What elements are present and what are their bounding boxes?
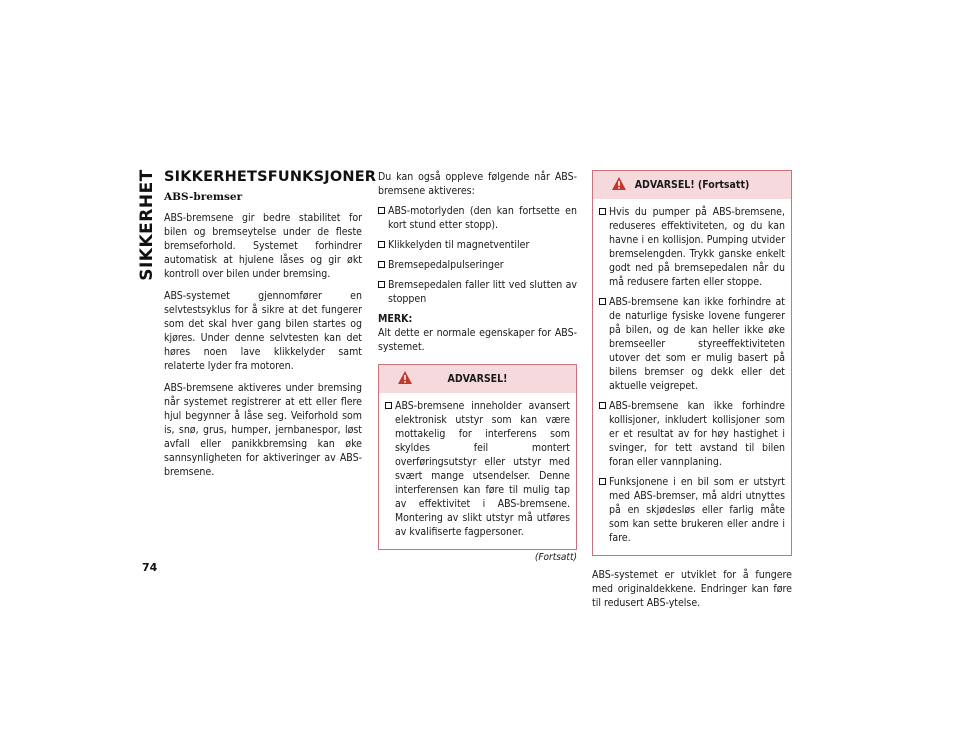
note-text: Alt dette er normale egenskaper for ABS-systemet. xyxy=(378,327,577,353)
warning-body xyxy=(593,199,791,555)
paragraph: ABS-systemet gjennomfører en selvtestsyklus for å sikre at det fungerer som det skal hver gang bilen startes og kjøres. Under denne selvtesten kan det høres noen lave klikkelyder samt relaterte lyder fra motoren. xyxy=(164,290,362,372)
section-heading: SIKKERHETSFUNKSJONER xyxy=(164,169,377,185)
warning-list xyxy=(599,205,785,545)
list-item xyxy=(378,238,577,252)
warning-item xyxy=(599,295,785,393)
warning-item-text: ABS-bremsene kan ikke forhindre kollisjoner, inkludert kollisjoner som er et resultat av for høy hastighet i svinger, for tett avstand til bilen foran eller vannplaning. xyxy=(609,400,785,468)
warning-item-text: Funksjonene i en bil som er utstyrt med ABS-bremser, må aldri utnyttes på en skjødesløs eller farlig måte som kan sette brukeren eller andre i fare. xyxy=(609,476,785,544)
note-label: MERK: xyxy=(378,313,413,325)
warning-header xyxy=(379,365,576,393)
checkbox-bullet-icon xyxy=(378,281,385,288)
paragraph: ABS-bremsene gir bedre stabilitet for bilen og bremseytelse under de fleste bremseforhold. Systemet forhindrer automatisk at hjulene låses og gir økt kontroll over bilen under bremsing. xyxy=(164,212,362,280)
warning-triangle-icon xyxy=(397,370,413,385)
warning-item-text: ABS-bremsene inneholder avansert elektronisk utstyr som kan være mottakelig for interferens som skyldes feil montert overføringsutstyr eller utstyr med svært mange utsendelser. Denne interferensen kan føre til mulig tap av effektivitet i ABS-bremsene. Montering av slikt utstyr må utføres av kvalifiserte fagpersoner. xyxy=(395,400,570,538)
page-number: 74 xyxy=(142,561,158,574)
warning-header xyxy=(593,171,791,199)
warning-item xyxy=(599,399,785,469)
intro-paragraph: Du kan også oppleve følgende når ABS-bremsene aktiveres: xyxy=(378,171,577,197)
checkbox-bullet-icon xyxy=(599,298,606,305)
warning-item xyxy=(599,475,785,545)
list-item-text: Klikkelyden til magnetventiler xyxy=(388,239,530,251)
warning-title: ADVARSEL! (Fortsatt) xyxy=(634,179,750,191)
checkbox-bullet-icon xyxy=(599,208,606,215)
warning-body xyxy=(379,393,576,549)
list-item xyxy=(378,278,577,306)
section-side-tab xyxy=(137,166,157,284)
middle-column xyxy=(378,170,577,565)
list-item-text: Bremsepedalen faller litt ved slutten av stoppen xyxy=(388,279,577,305)
warning-box xyxy=(378,364,577,550)
warning-box-continued xyxy=(592,170,792,556)
subsection-heading: ABS-bremser xyxy=(164,191,243,203)
checkbox-bullet-icon xyxy=(599,478,606,485)
paragraph: ABS-bremsene aktiveres under bremsing når systemet registrerer at ett eller flere hjul begynner å låse seg. Veiforhold som is, snø, grus, humper, jernbanespor, løst avfall eller panikkbremsing kan øke sannsynligheten for aktiveringer av ABS-bremsene. xyxy=(164,382,362,478)
section-side-tab-label: SIKKERHET xyxy=(137,169,157,281)
warning-list xyxy=(385,399,570,539)
list-item xyxy=(378,204,577,232)
warning-item-text: ABS-bremsene kan ikke forhindre at de naturlige fysiske lovene fungerer på bilen, og de kan heller ikke øke bremseeller styreeffektiviteten utover det som er mulig basert på bilens bremser og dekk eller det aktuelle veigrepet. xyxy=(609,296,785,392)
warning-triangle-icon xyxy=(611,176,627,191)
list-item-text: Bremsepedalpulseringer xyxy=(388,259,504,271)
symptom-list xyxy=(378,204,577,306)
closing-paragraph: ABS-systemet er utviklet for å fungere med originaldekkene. Endringer kan føre til redusert ABS-ytelse. xyxy=(592,569,792,609)
list-item-text: ABS-motorlyden (den kan fortsette en kort stund etter stopp). xyxy=(388,205,577,231)
warning-title: ADVARSEL! xyxy=(447,373,508,385)
checkbox-bullet-icon xyxy=(385,402,392,409)
checkbox-bullet-icon xyxy=(378,207,385,214)
warning-item xyxy=(599,205,785,289)
left-column xyxy=(164,169,377,487)
checkbox-bullet-icon xyxy=(378,241,385,248)
list-item xyxy=(378,258,577,272)
warning-item-text: Hvis du pumper på ABS-bremsene, reduseres effektiviteten, og du kan havne i en kollisjon. Pumping utvider bremselengden. Trykk ganske enkelt godt ned på bremsepedalen når du må redusere farten eller stoppe. xyxy=(609,206,785,288)
checkbox-bullet-icon xyxy=(378,261,385,268)
checkbox-bullet-icon xyxy=(599,402,606,409)
continued-label: (Fortsatt) xyxy=(534,552,577,563)
right-column xyxy=(592,170,792,618)
warning-item xyxy=(385,399,570,539)
